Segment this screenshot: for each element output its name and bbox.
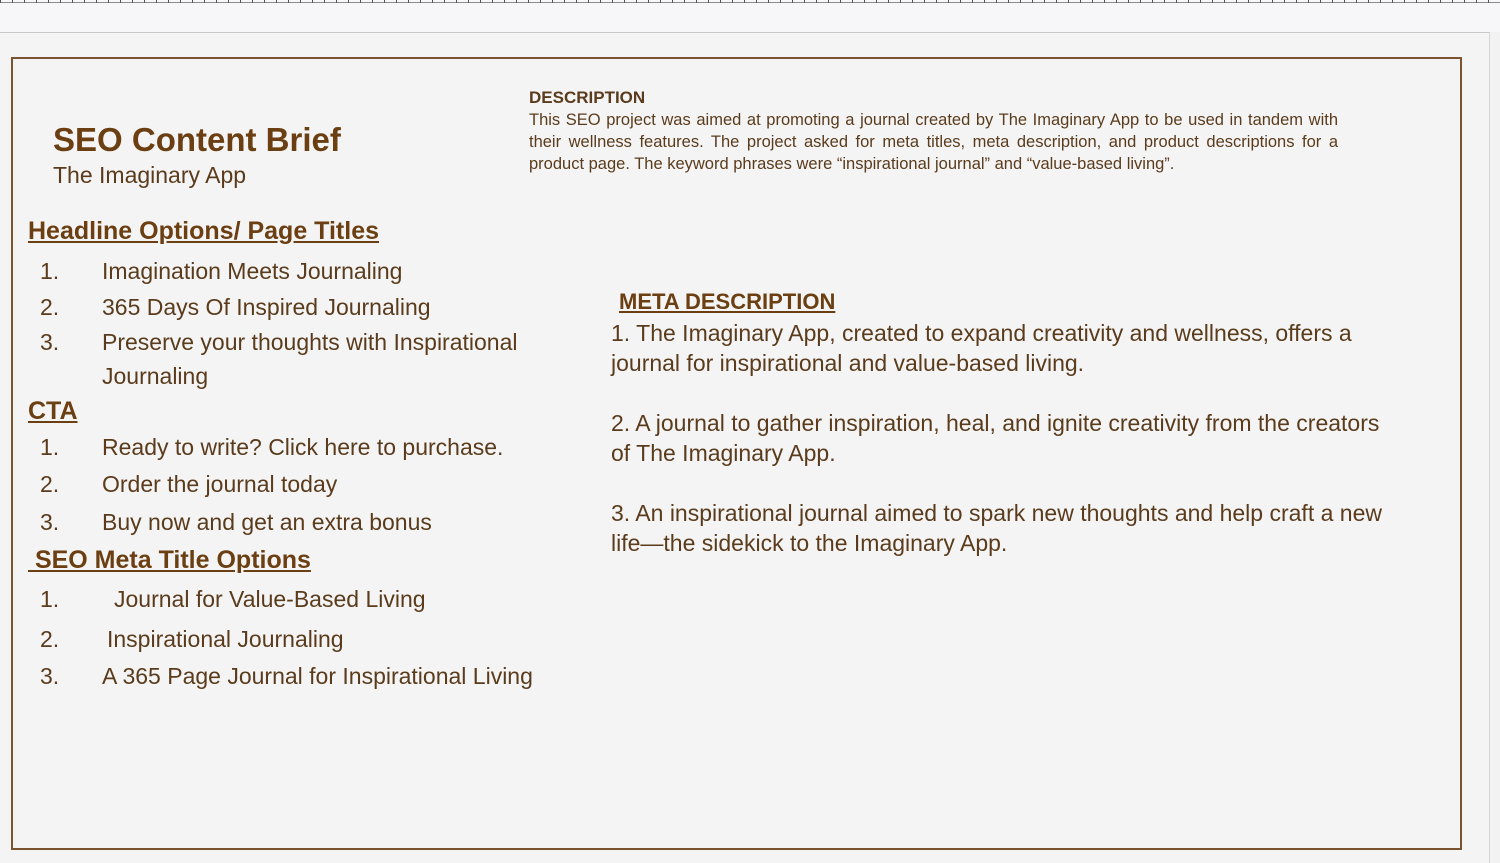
cta-item: [40, 430, 503, 464]
seo-meta-text: Journal for Value-Based Living: [114, 586, 426, 612]
scrollbar[interactable]: [1489, 32, 1500, 863]
cta-heading: CTA: [28, 397, 78, 425]
meta-description-paragraph: 3. An inspirational journal aimed to spark new thoughts and help craft a new life—the sidekick to the Imaginary App.: [611, 500, 1382, 556]
seo-meta-item: [40, 582, 426, 616]
seo-meta-item: [40, 622, 344, 656]
list-number: 2.: [40, 626, 60, 652]
cta-text: Ready to write? Click here to purchase.: [102, 434, 504, 460]
description-text: This SEO project was aimed at promoting a journal created by The Imaginary App to be used in tandem with their wellness features. The project asked for meta titles, meta description, and product descriptions for a product page. The keyword phrases were “inspirational journal” and “value-based living”.: [529, 111, 1338, 173]
cta-item: [40, 467, 337, 501]
meta-description-heading: META DESCRIPTION: [619, 289, 836, 314]
cta-item: [40, 505, 432, 539]
page-subtitle: The Imaginary App: [53, 162, 247, 188]
list-number: 2.: [40, 471, 60, 497]
description-heading: DESCRIPTION: [529, 88, 646, 107]
seo-meta-text: Inspirational Journaling: [107, 626, 344, 652]
list-number: 1.: [40, 586, 60, 612]
meta-description-paragraph: 1. The Imaginary App, created to expand creativity and wellness, offers a journal for inspirational and value-based living.: [611, 320, 1352, 376]
list-number: 1.: [40, 434, 60, 460]
headline-text: Imagination Meets Journaling: [102, 258, 403, 284]
seo-meta-title-heading: SEO Meta Title Options: [28, 546, 311, 574]
ruler: [0, 0, 1500, 33]
headline-text-line2: Journaling: [102, 363, 209, 389]
seo-meta-text: A 365 Page Journal for Inspirational Living: [102, 663, 533, 689]
list-number: 3.: [40, 509, 60, 535]
cta-text: Order the journal today: [102, 471, 338, 497]
headline-item: [40, 325, 518, 393]
document-page: [11, 57, 1462, 850]
headline-text-line1: Preserve your thoughts with Inspirational: [102, 329, 518, 355]
list-number: 1.: [40, 258, 60, 284]
list-number: 2.: [40, 294, 60, 320]
headline-options-heading: Headline Options/ Page Titles: [28, 217, 380, 245]
description-block: [529, 87, 1338, 175]
headline-text: 365 Days Of Inspired Journaling: [102, 294, 431, 320]
list-number: 3.: [40, 663, 60, 689]
title-block: [53, 121, 341, 189]
page-title: SEO Content Brief: [53, 121, 341, 158]
headline-item: [40, 290, 431, 324]
list-number: 3.: [40, 329, 60, 355]
headline-text: [102, 325, 518, 393]
headline-item: [40, 254, 402, 288]
seo-meta-item: [40, 659, 533, 693]
cta-text: Buy now and get an extra bonus: [102, 509, 432, 535]
ruler-ticks: [0, 0, 1500, 3]
meta-description-paragraph: 2. A journal to gather inspiration, heal, and ignite creativity from the creators of The Imaginary App.: [611, 410, 1380, 466]
